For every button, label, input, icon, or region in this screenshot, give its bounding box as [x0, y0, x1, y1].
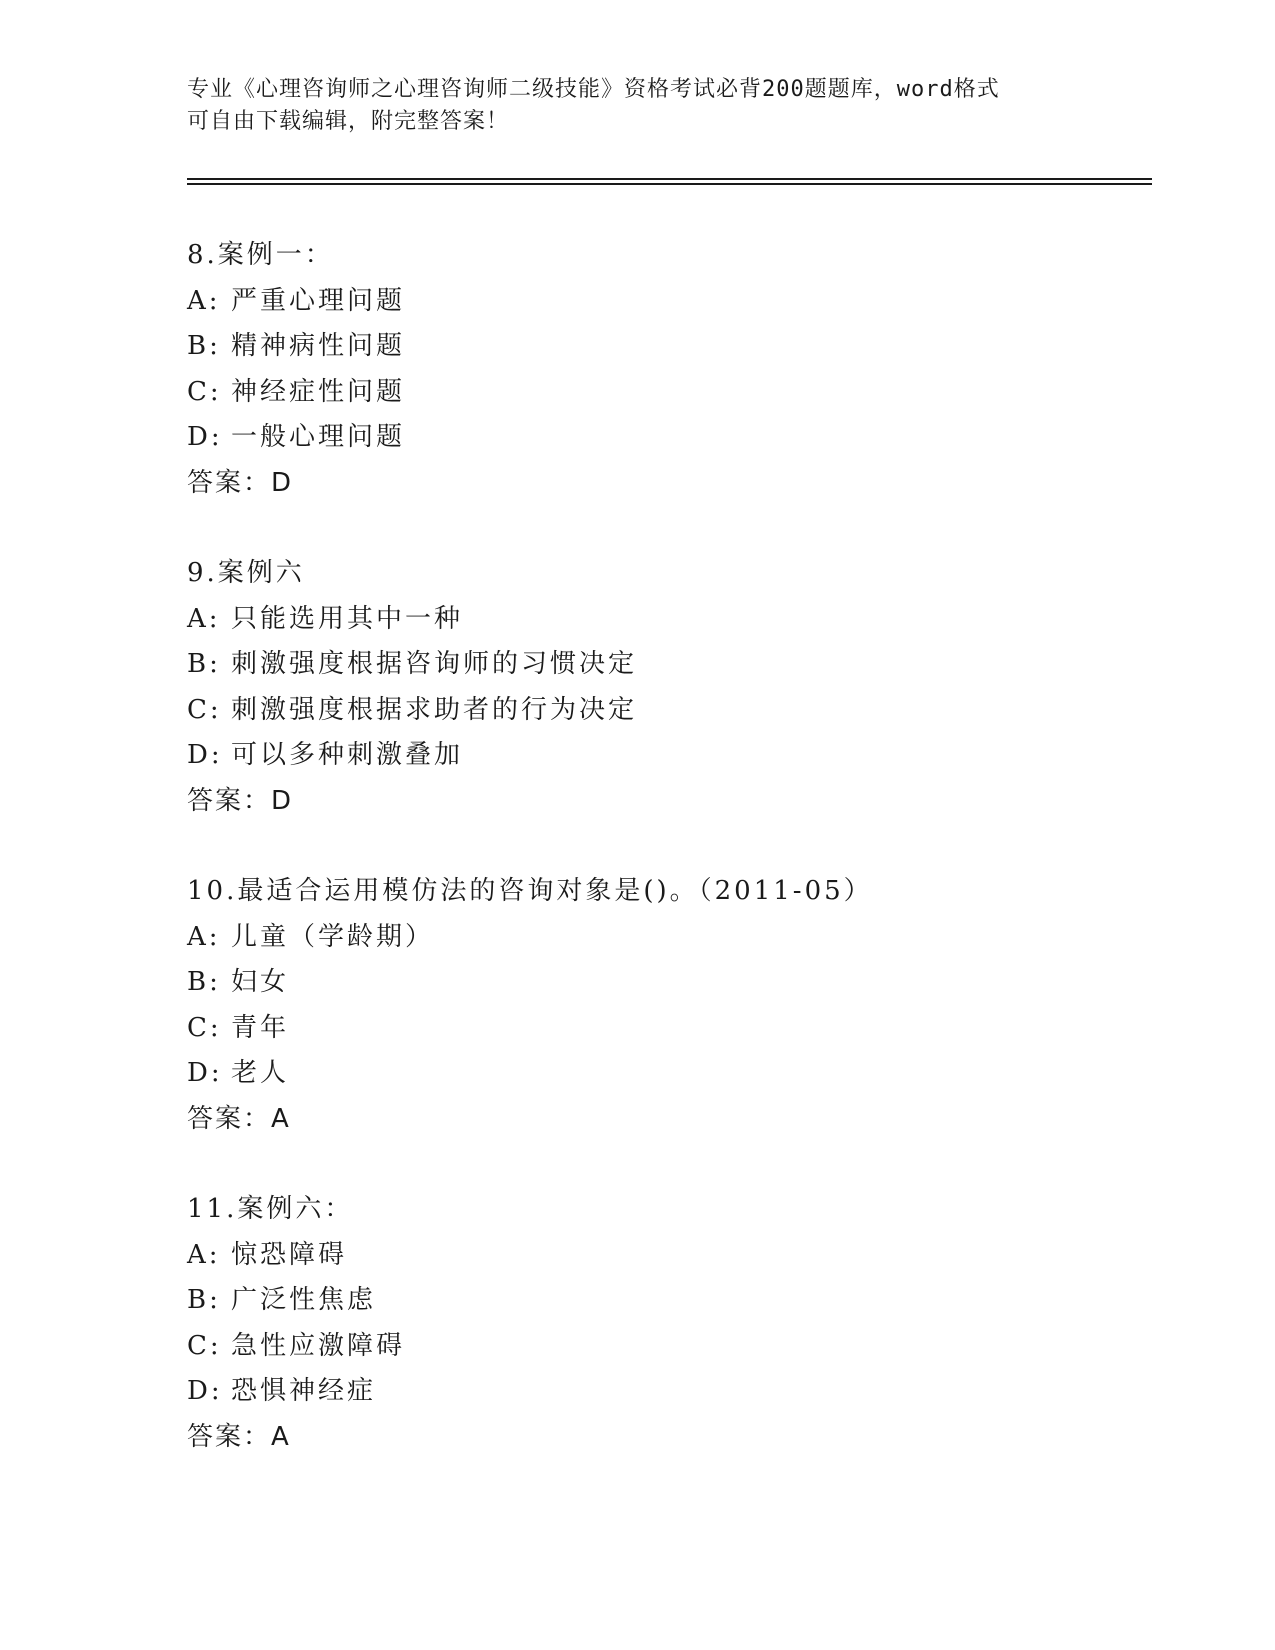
question-9 [187, 551, 1147, 824]
option-a [187, 915, 1147, 961]
question-title: 11.案例六： [187, 1194, 354, 1224]
option-text: 急性应激障碍 [231, 1330, 406, 1361]
option-letter: D: [187, 1058, 223, 1088]
option-text: 可以多种刺激叠加 [231, 740, 464, 770]
option-letter: A: [187, 285, 221, 316]
option-text: 儿童（学龄期） [231, 921, 435, 952]
question-title: 10.最适合运用模仿法的咨询对象是()。（2011-05） [187, 876, 873, 906]
option-text: 刺激强度根据咨询师的习惯决定 [231, 649, 638, 679]
option-c [187, 1006, 1147, 1052]
question-10 [187, 869, 1147, 1142]
answer-line: 答案：D [187, 785, 294, 816]
option-letter: D: [187, 422, 223, 452]
option-a [187, 279, 1147, 325]
option-letter: C: [187, 376, 222, 407]
option-text: 妇女 [231, 967, 290, 997]
document-header [187, 74, 1087, 138]
answer-line: 答案：A [187, 1103, 291, 1134]
option-letter: D: [187, 740, 223, 770]
question-title: 9.案例六 [187, 558, 305, 588]
option-text: 恐惧神经症 [231, 1376, 377, 1406]
option-text: 广泛性焦虑 [231, 1285, 377, 1315]
option-c [187, 1324, 1147, 1370]
option-d [187, 1369, 1147, 1415]
header-line-1: 专业《心理咨询师之心理咨询师二级技能》资格考试必背200题题库，word格式 [187, 77, 1000, 102]
option-d [187, 415, 1147, 461]
option-b [187, 324, 1147, 370]
option-letter: B: [187, 1285, 221, 1315]
header-divider-top [187, 178, 1152, 180]
option-letter: C: [187, 1012, 222, 1043]
header-line-2: 可自由下载编辑，附完整答案！ [187, 109, 510, 134]
option-a [187, 597, 1147, 643]
answer-line: 答案：A [187, 1421, 291, 1452]
option-text: 一般心理问题 [231, 422, 406, 452]
option-letter: B: [187, 331, 221, 361]
option-letter: B: [187, 967, 221, 997]
option-text: 只能选用其中一种 [231, 603, 464, 634]
option-letter: A: [187, 603, 221, 634]
option-d [187, 733, 1147, 779]
question-8 [187, 233, 1147, 506]
option-b [187, 1278, 1147, 1324]
option-text: 刺激强度根据求助者的行为决定 [231, 694, 638, 725]
option-letter: A: [187, 1239, 221, 1270]
option-letter: C: [187, 694, 222, 725]
option-letter: A: [187, 921, 221, 952]
option-letter: B: [187, 649, 221, 679]
option-text: 严重心理问题 [231, 285, 406, 316]
option-text: 精神病性问题 [231, 331, 406, 361]
option-text: 青年 [231, 1012, 290, 1043]
option-a [187, 1233, 1147, 1279]
option-letter: D: [187, 1376, 223, 1406]
question-title: 8.案例一： [187, 240, 334, 270]
option-b [187, 960, 1147, 1006]
option-b [187, 642, 1147, 688]
option-c [187, 688, 1147, 734]
option-text: 惊恐障碍 [231, 1239, 348, 1270]
question-list [187, 233, 1147, 1505]
option-d [187, 1051, 1147, 1097]
option-text: 神经症性问题 [231, 376, 406, 407]
answer-line: 答案：D [187, 467, 294, 498]
option-c [187, 370, 1147, 416]
option-letter: C: [187, 1330, 222, 1361]
header-divider-bottom [187, 183, 1152, 185]
question-11 [187, 1187, 1147, 1460]
option-text: 老人 [231, 1058, 290, 1088]
